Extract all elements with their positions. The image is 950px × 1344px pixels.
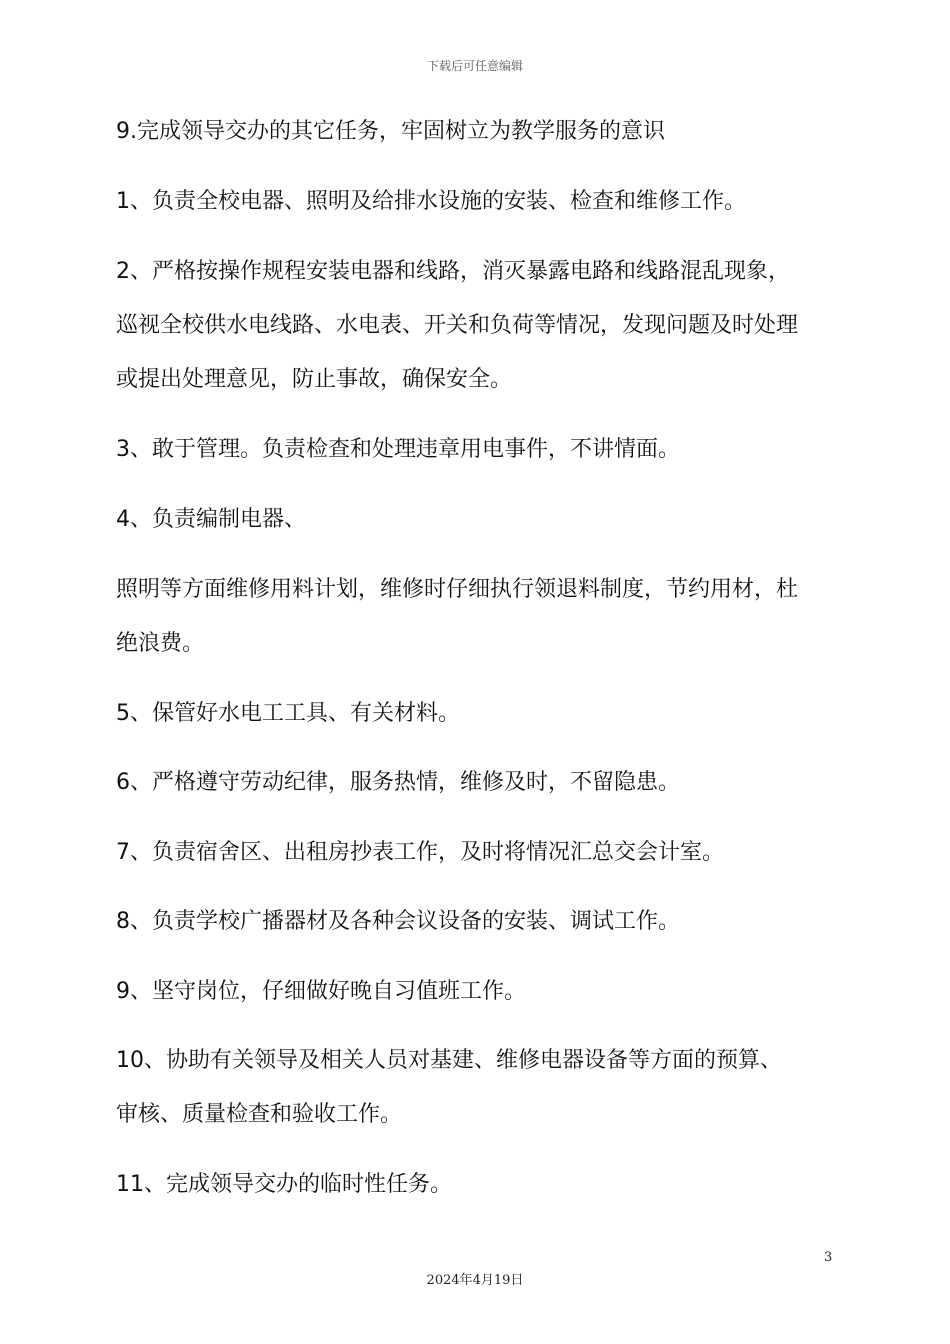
paragraph-line: 6、严格遵守劳动纪律，服务热情，维修及时，不留隐患。 (116, 770, 680, 795)
paragraph-line: 照明等方面维修用料计划，维修时仔细执行领退料制度，节约用材，杜 (116, 577, 799, 602)
paragraph-line: 审核、质量检查和验收工作。 (116, 1102, 403, 1127)
paragraph-line: 10、协助有关领导及相关人员对基建、维修电器设备等方面的预算、 (116, 1048, 782, 1073)
paragraph-line: 绝浪费。 (116, 631, 205, 656)
paragraph-line: 11、完成领导交办的临时性任务。 (116, 1172, 452, 1197)
paragraph-line: 8、负责学校广播器材及各种会议设备的安装、调试工作。 (116, 909, 680, 934)
page-number: 3 (824, 1250, 833, 1265)
paragraph-line: 9.完成领导交办的其它任务，牢固树立为教学服务的意识 (116, 119, 665, 144)
paragraph-line: 或提出处理意见，防止事故，确保安全。 (116, 367, 513, 392)
paragraph-line: 4、负责编制电器、 (116, 507, 306, 532)
paragraph-line: 5、保管好水电工工具、有关材料。 (116, 701, 460, 726)
footer-date: 2024年4月19日 (426, 1273, 524, 1288)
paragraph-line: 7、负责宿舍区、出租房抄表工作，及时将情况汇总交会计室。 (116, 840, 724, 865)
paragraph-line: 9、坚守岗位，仔细做好晚自习值班工作。 (116, 979, 526, 1004)
paragraph-line: 3、敢于管理。负责检查和处理违章用电事件，不讲情面。 (116, 437, 680, 462)
header-note: 下载后可任意编辑 (426, 59, 523, 73)
paragraph-line: 巡视全校供水电线路、水电表、开关和负荷等情况，发现问题及时处理 (116, 313, 799, 338)
paragraph-line: 1、负责全校电器、照明及给排水设施的安装、检查和维修工作。 (116, 189, 746, 214)
paragraph-line: 2、严格按操作规程安装电器和线路，消灭暴露电路和线路混乱现象， (116, 259, 790, 284)
